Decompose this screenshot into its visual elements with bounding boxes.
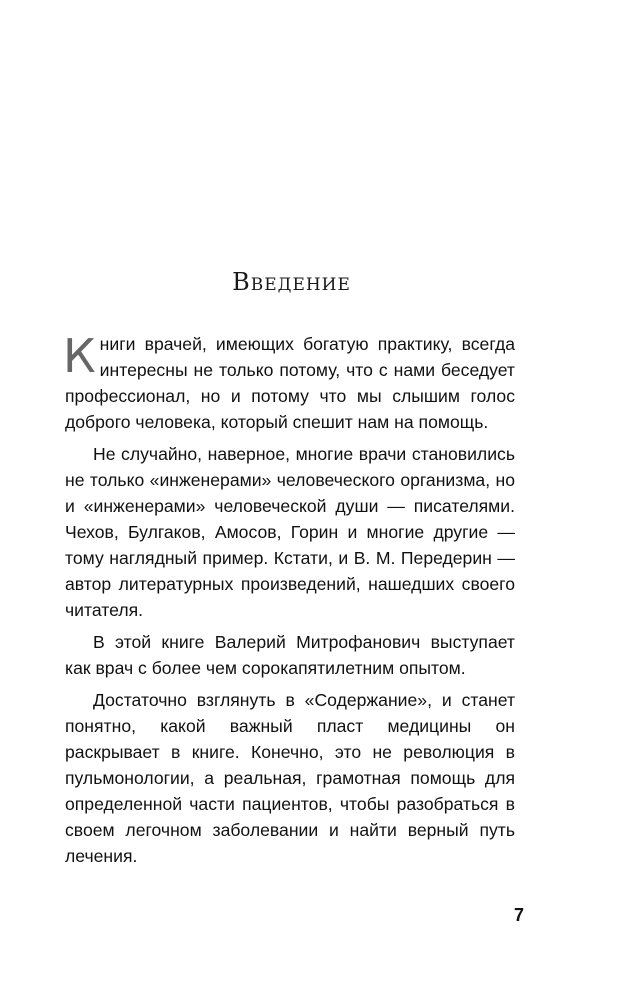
paragraph-3: В этой книге Валерий Митрофанович выступает как врач с более чем сорокапятилетним опытом. [65,632,515,678]
chapter-title: Введение [232,268,351,296]
paragraph-1 [65,331,515,435]
paragraph-1-text: ниги врачей, имеющих богатую практику, всегда интересны не только потому, что с нами беседует профессионал, но и потому что мы слышим голос доброго человека, который спешит нам на помощь. [65,334,515,432]
page-number: 7 [513,905,524,925]
drop-cap: К [63,329,96,383]
paragraph-2: Не случайно, наверное, многие врачи становились не только «инженерами» человеческого организма, но и «инженерами» человеческой души — писателями. Чехов, Булгаков, Амосов, Горин и многие другие — тому наглядный пример. Кстати, и В. М. Передерин — автор литературных произведений, нашедших своего читателя. [65,444,515,620]
chapter-body [65,331,515,875]
paragraph-4: Достаточно взглянуть в «Содержание», и станет понятно, какой важный пласт медицины он раскрывает в книге. Конечно, это не революция в пульмонологии, а реальная, грамотная помощь для определенной части пациентов, чтобы разобраться в своем легочном заболевании и найти верный путь лечения. [65,690,515,866]
